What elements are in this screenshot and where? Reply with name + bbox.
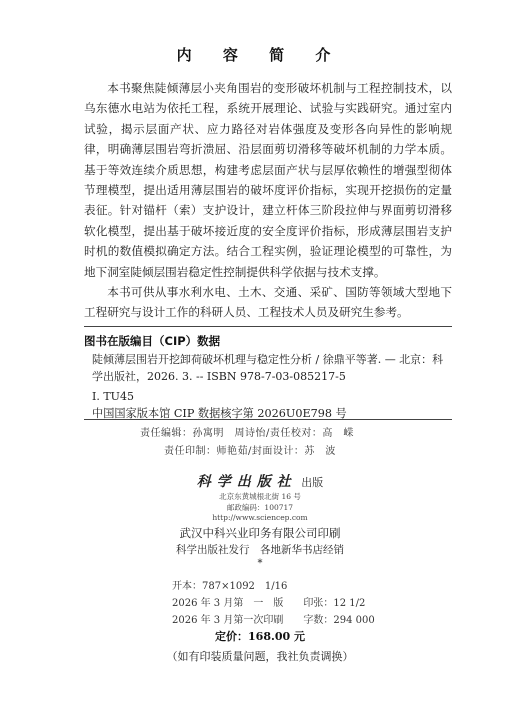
printer-line: 武汉中科兴业印务有限公司印刷 [179,526,341,540]
cip-heading: 图书在版编目（CIP）数据 [84,334,221,348]
intro-section [84,78,452,323]
spec-format: 开本：787×1092 1/16 [172,581,288,592]
publisher-postcode: 邮政编码：100717 [226,503,294,512]
cip-block [84,326,452,420]
cip-description: 陡倾薄层围岩开挖卸荷破坏机理与稳定性分析 / 徐鼎平等著. — 北京：科学出版社，2026. 3. -- ISBN 978-7-03-085217-5 [92,353,444,383]
spec-edition: 2026 年 3 月第 一 版 印张：12 1/2 [172,598,366,609]
distribution-line: 科学出版社发行 各地新华书店经销 [176,544,344,556]
intro-paragraph: 本书可供从事水利水电、土木、交通、采矿、国防等领域大型地下工程研究与设计工作的科研人员、工程技术人员及研究生参考。 [84,285,452,320]
production-credits: 责任印制：师艳茹/封面设计：苏 波 [164,446,336,457]
editor-credits: 责任编辑：孙寓明 周诗怡/责任校对：高 嵘 [140,428,354,439]
quality-notice: （如有印装质量问题，我社负责调换） [166,650,354,663]
publisher-logo: 科学出版社 [196,474,297,490]
publisher-line [0,471,520,491]
intro-paragraph: 本书聚焦陡倾薄层小夹角围岩的变形破坏机制与工程控制技术，以乌东德水电站为依托工程，系统开展理论、试验与实践研究。通过室内试验，揭示层面产状、应力路径对岩体强度及变形各向异性的影响规律，明确薄层围岩弯折溃屈、沿层面剪切滑移等破坏机制的力学本质。基于等效连续介质思想，构建考虑层面产状与层厚依赖性的增强型彻体节理模型，提出适用薄层围岩的破坏度评价指标，实现开挖损伤的定量表征。针对锚杆（索）支护设计，建立杆体三阶段拉伸与界面剪切滑移软化模型，提出基于破坏接近度的安全度评价指标，形成薄层围岩支护时机的数值模拟确定方法。结合工程实例，验证理论模型的可靠性，为地下洞室陡倾层围岩稳定性控制提供科学依据与技术支撑。 [84,81,452,279]
separator-star: * [257,558,263,569]
cip-classification: I. TU45 [92,390,134,403]
page-title: 内 容 简 介 [176,46,344,64]
cip-verification: 中国国家版本馆 CIP 数据核字第 2026U0E798 号 [92,407,347,420]
publisher-address: 北京东黄城根北街 16 号 [219,492,301,501]
spec-printing: 2026 年 3 月第一次印刷 字数：294 000 [172,615,375,626]
price-label: 定价：168.00 元 [215,630,305,643]
publisher-suffix: 出版 [301,476,324,489]
publisher-website: http://www.sciencep.com [212,513,308,522]
